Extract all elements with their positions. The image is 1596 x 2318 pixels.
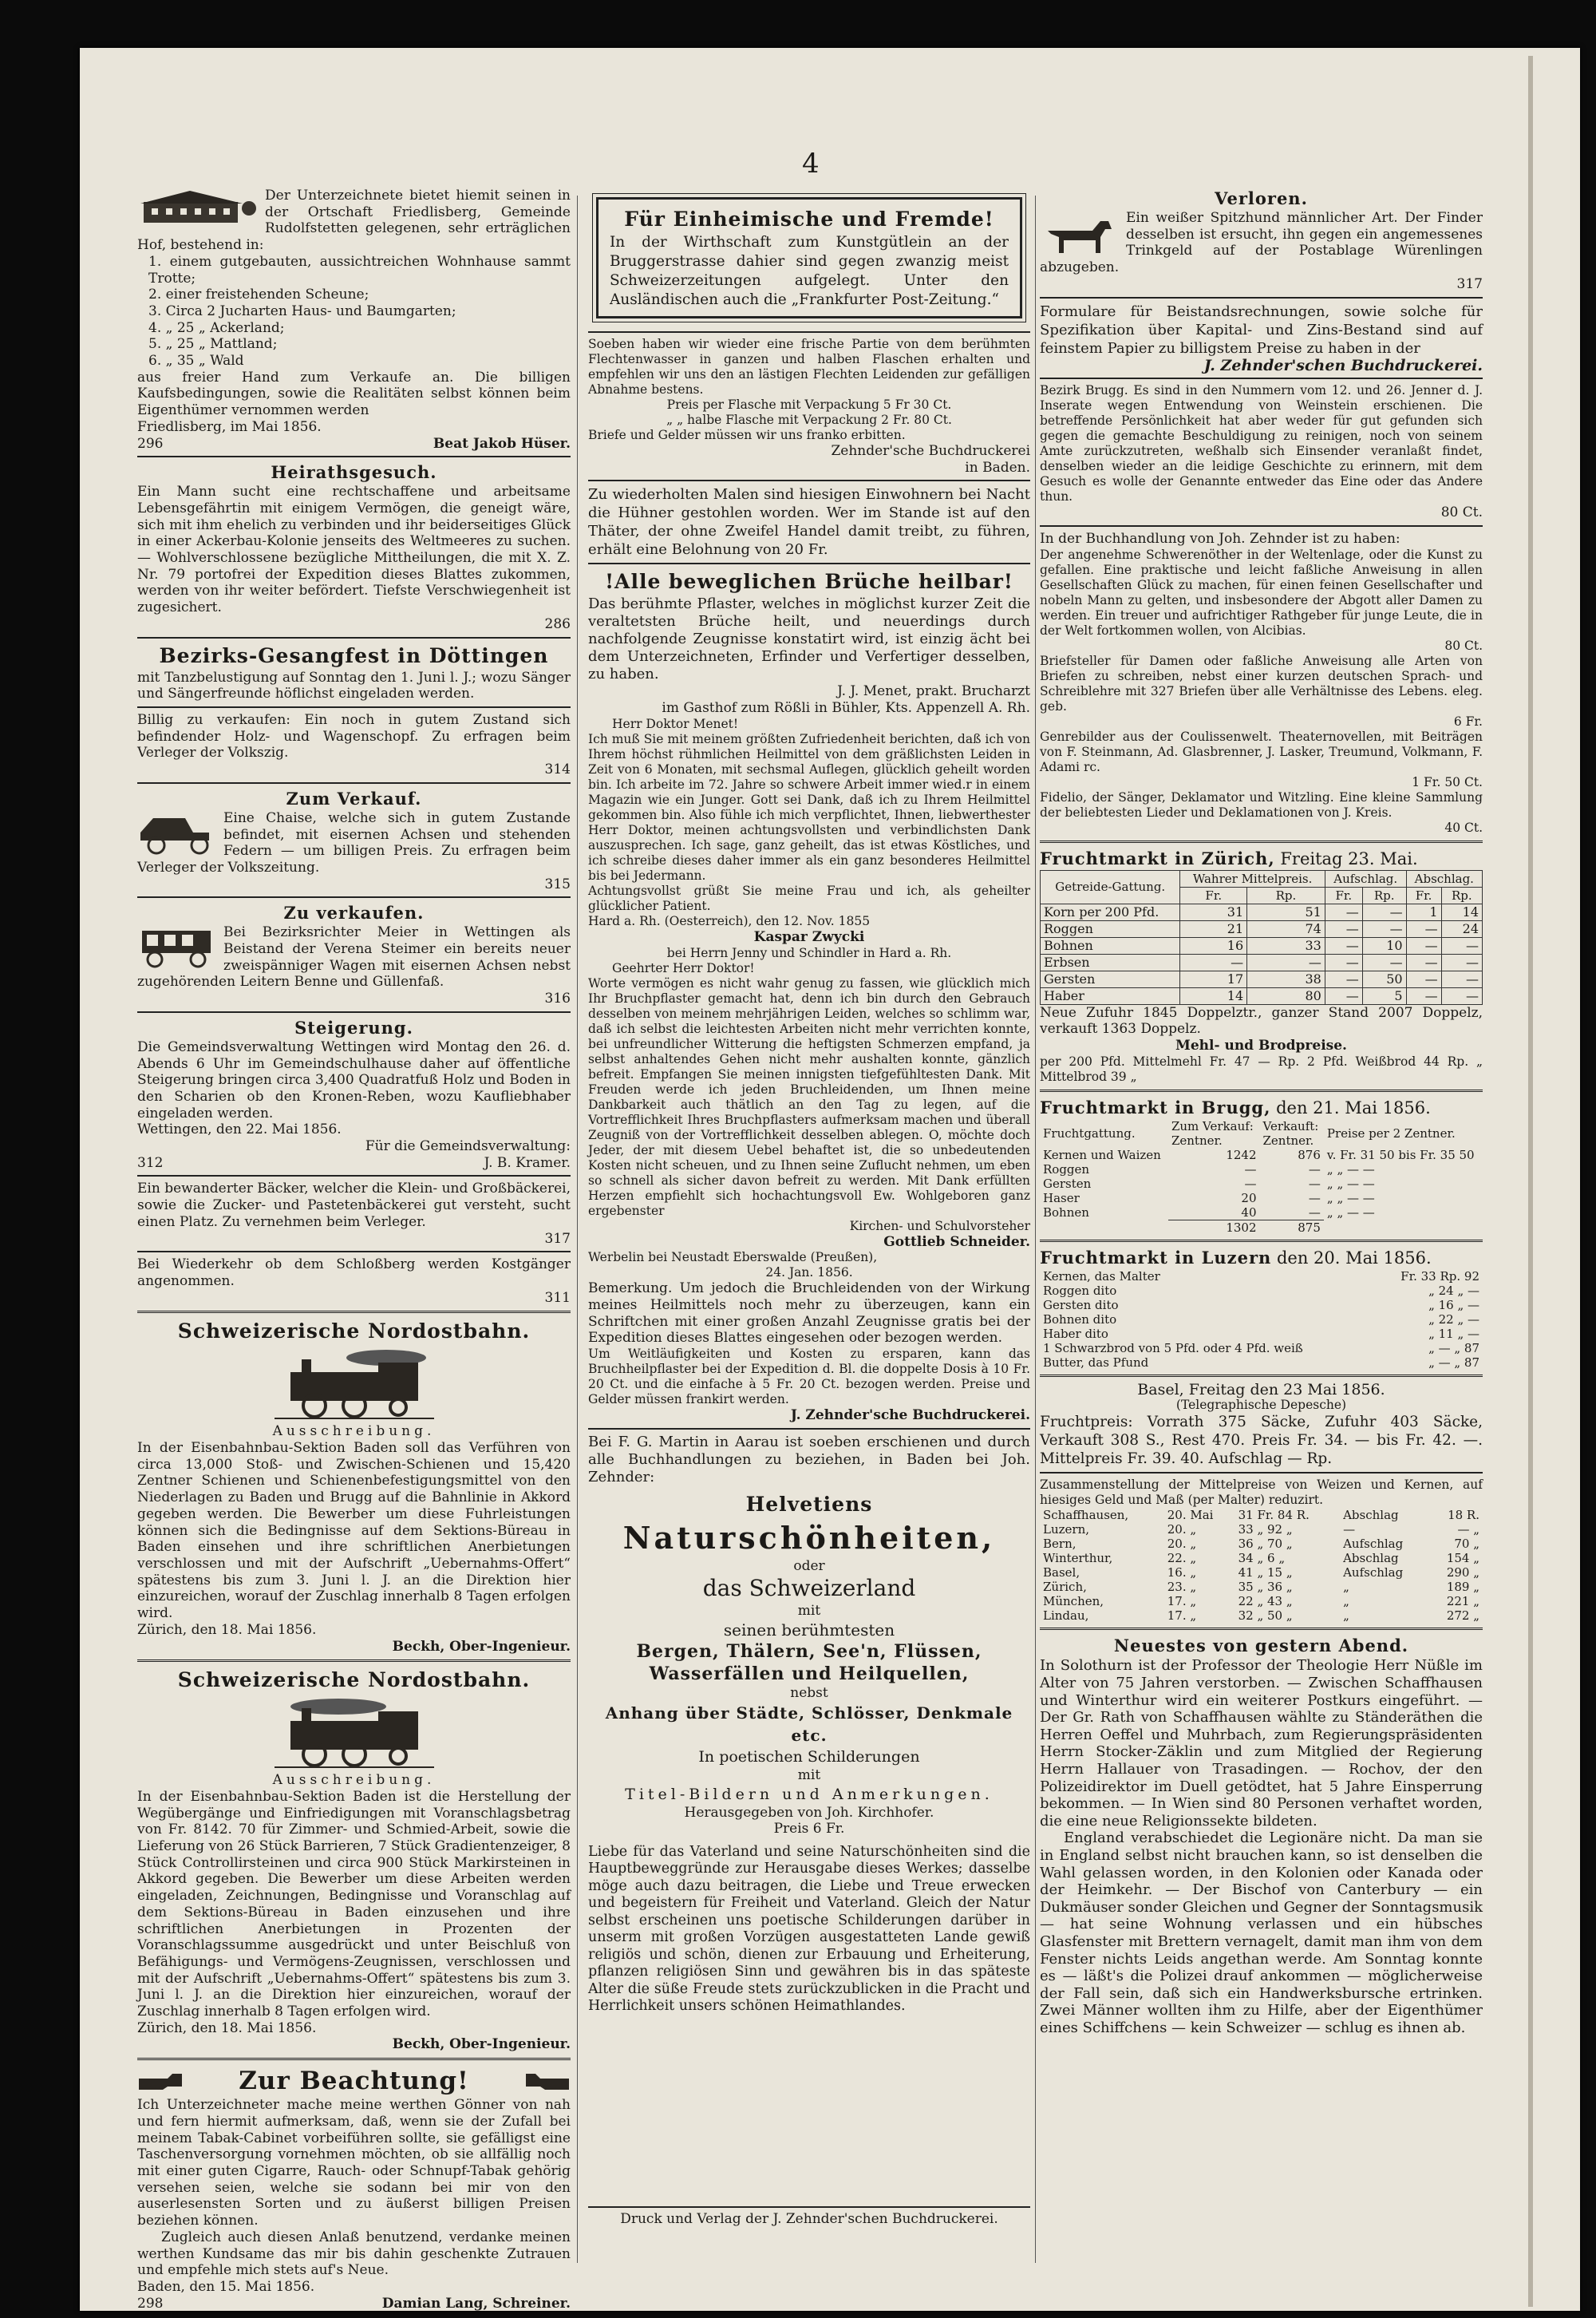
ad-billig: Billig zu verkaufen: Ein noch in gutem Zustand sich befindender Holz- und Wagenschopf. Zu erfragen beim Verleger der Volkszig. 314	[137, 711, 571, 778]
table-row: Lindau, 17. „ 32 „ 50 „ „ 272 „	[1043, 1608, 1479, 1624]
table-row: Korn per 200 Pfd. 31 51 — — 1 14	[1041, 904, 1483, 920]
column-middle	[588, 188, 1030, 2015]
ad-verloren: Verloren. Ein weißer Spitzhund männlicher Art. Der Finder desselben ist ersucht, ihn gegen ein angemessenes Trinkgeld auf der Postablage Würenlingen abzugeben. 317	[1040, 188, 1483, 292]
column-rule	[1035, 196, 1036, 2263]
market-table	[1040, 1508, 1483, 1623]
list-item: 4. „ 25 „ Ackerland;	[148, 319, 285, 336]
ad-buchhandlung: In der Buchhandlung von Joh. Zehnder ist zu haben: Der angenehme Schwerenöther in der Weltenlage, oder die Kunst zu gefallen. Eine praktische und leicht faßliche Anweisung in allen Gesellschaften Glück zu machen, für einen feinen Gesellschafter und nobeln Mann zu gelten, und insbesondere der Abgott aller Damen zu werden. Ein treuer und aufrichtiger Rathgeber für junge Leute, die in der Welt fortkommen wollen, von Alcibias. 80 Ct. Briefsteller für Damen oder faßliche Anweisung alle Arten von Briefen zu schreiben, nebst einer kurzen deutschen Sprach- und Schreiblehre mit 327 Briefen über alle Verhältnisse des Lebens. eleg. geb. 6 Fr. Genrebilder aus der Coulissenwelt. Theaternovellen, mit Beiträgen von F. Steinmann, Ad. Glasbrenner, J. Lasker, Treumund, Volkmann, F. Adami rc. 1 Fr. 50 Ct. Fidelio, der Sänger, Deklamator und Witzling. Eine kleine Sammlung der beliebtesten Lieder und Deklamationen von J. Kreis. 40 Ct.	[1040, 530, 1483, 835]
table-row: Luzern, 20. „ 33 „ 92 „ — — „	[1043, 1522, 1479, 1537]
market-zusammenstellung: Zusammenstellung der Mittelpreise von Weizen und Kernen, auf hiesiges Geld und Maß (per Malter) reduzirt. Schaffhausen, 20. Mai 31 Fr. 84 R. Abschlag 18 R. Luzern, 20. „ 33 „ 92 „ — — „ Bern, 20. „ 36 „ 70 „ Aufschlag 70 „ Winterthur, 22. „ 34 „ 6 „ Abschlag 154 „ Basel, 16. „ 41 „ 15 „ Aufschlag 290 „ Zürich, 23. „ 35 „ 36 „ „ 189 „ München, 17. „ 22 „ 43 „ „ 221 „ Lindau, 17. „ 32 „ 50 „ „ 272 „	[1040, 1477, 1483, 1624]
table-row: Gersten 17 38 — 50 — —	[1041, 971, 1483, 987]
list-item: 5. „ 25 „ Mattland;	[148, 336, 278, 353]
table-row: Roggen dito „ 24 „ —	[1043, 1283, 1479, 1298]
table-row: Haber dito „ 11 „ —	[1043, 1326, 1479, 1341]
market-table	[1040, 1269, 1483, 1370]
ad-zum-verkauf: Zum Verkauf. Eine Chaise, welche sich in gutem Zustande befindet, mit eisernen Achsen und stehenden Federn — um billigen Preis. Zu erfragen beim Verleger der Volkszeitung. 315	[137, 788, 571, 892]
column-rule	[577, 196, 578, 2263]
locomotive-icon	[267, 1348, 442, 1420]
table-row: Bohnen dito „ 22 „ —	[1043, 1311, 1479, 1327]
table-row: Bohnen 40 — „ „ — —	[1043, 1204, 1375, 1220]
ad-baecker: Ein bewanderter Bäcker, welcher die Klein- und Großbäckerei, sowie die Zucker- und Pastetenbäckerei gut versteht, sucht einen Platz. Zu vernehmen beim Verleger. 317	[137, 1181, 571, 1247]
ad-formulare: Formulare für Beistandsrechnungen, sowie solche für Spezifikation über Kapital- und Zins-Bestand sind auf feinstem Papier zu billigstem Preise zu haben in der J. Zehnder'schen Buchdruckerei.	[1040, 303, 1483, 374]
market-luzern: Fruchtmarkt in Luzern den 20. Mai 1856. Kernen, das Malter Fr. 33 Rp. 92 Roggen dito „ 24 „ — Gersten dito „ 16 „ — Bohnen dito „ 22 „ — Haber dito „ 11 „ — 1 Schwarzbrod von 5 Pfd. oder 4 Pfd. weiß „ — „ 87 Butter, das Pfund „ — „ 87	[1040, 1247, 1483, 1370]
table-row: Roggen 21 74 — — — 24	[1041, 920, 1483, 937]
list-item: 3. Circa 2 Jucharten Haus- und Baumgarten;	[148, 303, 456, 319]
market-table: Getreide-Gattung. Wahrer Mittelpreis. Aufschlag. Abschlag. Fr. Rp. Fr. Rp. Fr. Rp. Korn per 200 Pfd. 31 51 — — 1 14 Roggen 21 74 — — — 24 Bohnen 16 33 — 10 — — Erbsen — — — — — — Gersten 17 38 — 50 — — Haber 14 80 — 5 — —	[1040, 870, 1483, 1005]
table-row: Kernen und Waizen 1242 876 v. Fr. 31 50 bis Fr. 35 50	[1043, 1147, 1475, 1162]
ad-huehner: Zu wiederholten Malen sind hiesigen Einwohnern bei Nacht die Hühner gestohlen worden. Wer im Stande ist auf den Thäter, der ohne Zweifel Handel damit treibt, zu führen, erhält eine Belohnung von 20 Fr.	[588, 486, 1030, 559]
table-row: Bohnen 16 33 — 10 — —	[1041, 937, 1483, 954]
list-item: 1. einem gutgebauten, aussichtreichen Wohnhause sammt Trotte;	[148, 253, 571, 287]
table-row: Kernen, das Malter Fr. 33 Rp. 92	[1043, 1268, 1479, 1284]
farmhouse-icon	[137, 189, 257, 226]
table-row: 1302 875	[1040, 1220, 1483, 1235]
ad-nordostbahn-2: Schweizerische Nordostbahn. Ausschreibung. In der Eisenbahnbau-Sektion Baden ist die Herstellung der Wegübergänge und Einfriedigungen mit Voranschlagsbetrag von Fr. 8142. 70 für Zimmer- und Schmied-Arbeit, sowie die Lieferung von 26 Stück Barrieren, 7 Stück Gradientenzeiger, 8 Stück Controllirsteinen und circa 900 Stück Markirsteinen in Akkord gegeben. Die Bewerber um diese Arbeiten werden eingeladen, Zeichnungen, Bedingnisse und Voranschlag auf dem Sektions-Büreau in Baden einzusehen und ihre schriftlichen Anerbietungen in Prozenten der Voranschlagssumme ausgedrückt und unter Beischluß von Befähigungs- und Vermögens-Zeugnissen, verschlossen und mit der Aufschrift „Uebernahms-Offert“ spätestens bis zum 3. Juni l. J. an die Direktion hier einzureichen, worauf der Zuschlag innerhalb 8 Tagen erfolgen wird. Zürich, den 18. Mai 1856. Beckh, Ober-Ingenieur.	[137, 1668, 571, 2053]
pointing-hand-icon	[137, 2069, 185, 2093]
table-row: Roggen — — „ „ — —	[1043, 1161, 1375, 1177]
ad-fremde: Für Einheimische und Fremde! In der Wirthschaft zum Kunstgütlein an der Bruggerstrasse dahier sind gegen zwanzig meist Schweizerzeitungen aufgelegt. Unter den Ausländischen auch die „Frankfurter Post-Zeitung.“	[596, 197, 1022, 318]
news-neuestes: Neuestes von gestern Abend. In Solothurn ist der Professor der Theologie Herr Nüßle im Alter von 75 Jahren verstorben. — Zwischen Schaffhausen und Winterthur wird ein weiterer Postkurs eingeführt. — Der Gr. Rath von Schaffhausen wählte zu Ständeräthen die Herren Oeffel und Muhrbach, zum Regierungspräsidenten Herrn Stocker-Zäklin und zum Mitglied der Regierung Herrn Hallauer von Trasadingen. — Rochov, der den Polizeidirektor im Duell getödtet, hat 5 Jahre Einsperrung bekommen. — In Wien sind 80 Personen verhaftet worden, die eine neue Religionssekte bildeten. England verabschiedet die Legionäre nicht. Da man sie in England selbst nicht brauchen kann, so ist denselben die Wahl gelassen worden, in den Kolonien oder Kanada oder der Heimkehr. — Der Bischof von Canterbury — ein Dukmäuser sonder Gleichen und Gegner der Sonntagsmusik — hat seine Wohnung verlassen und ein hübsches Glasfenster mit Brettern vernagelt, damit man ihm von dem Fenster nichts Leids angethan werde. Am Sonntag konnte es — läßt's die Polizei drauf ankommen — möglicherweise der Fall sein, daß sich ein Handwerksbursche ertrinken. Zwei Männer wollten ihm zu Hilfe, aber der Eigenthümer eines Schiffchens — kein Schweizer — schlug es ihnen ab.	[1040, 1636, 1483, 2036]
table-row: München, 17. „ 22 „ 43 „ „ 221 „	[1043, 1594, 1479, 1609]
locomotive-icon	[267, 1697, 442, 1769]
ad-nordostbahn-1: Schweizerische Nordostbahn. Ausschreibung. In der Eisenbahnbau-Sektion Baden soll das Verführen von circa 13,000 Stoß- und Zwischen-Schienen und 15,420 Zentner Schienen und Schienenbefestigungsmittel von den Niederlagen zu Baden und Brugg auf die Bahnlinie in Akkord gegeben werden. Die Bewerber um diese Fuhrleistungen können sich die Bedingnisse auf dem Sektions-Büreau in Baden einsehen und ihre schriftlichen Anerbietungen verschlossen und mit der Aufschrift „Uebernahms-Offert“ spätestens bis zum 3. Juni l. J. an die Direktion hier einzureichen, worauf der Zuschlag innerhalb 8 Tagen erfolgen wird. Zürich, den 18. Mai 1856. Beckh, Ober-Ingenieur.	[137, 1319, 571, 1655]
table-row: Erbsen — — — — — —	[1041, 954, 1483, 971]
carriage-icon	[137, 810, 217, 855]
market-zuerich: Fruchtmarkt in Zürich, Freitag 23. Mai. Getreide-Gattung. Wahrer Mittelpreis. Aufschlag. Abschlag. Fr. Rp. Fr. Rp. Fr. Rp. Korn per 200 Pfd. 31 51 — — 1 14 Roggen 21 74 — — — 24 Bohnen 16 33 — 10 — — Erbsen — — — — — — Gersten 17 38 — 50 — — Haber 14 80 — 5 — — Neue Zufuhr 1845 Doppelztr., ganzer Stand 2007 Doppelz, verkauft 1363 Doppelz. Mehl- und Brodpreise. per 200 Pfd. Mittelmehl Fr. 47 — Rp. 2 Pfd. Weißbrod 44 Rp. „ Mittelbrod 39 „	[1040, 848, 1483, 1084]
ad-gesangfest: Bezirks-Gesangfest in Döttingen mit Tanzbelustigung auf Sonntag den 1. Juni l. J.; wozu Sänger und Sängerfreunde höflichst eingeladen werden.	[137, 643, 571, 702]
footer-imprint: Druck und Verlag der J. Zehnder'schen Buchdruckerei.	[620, 2211, 998, 2227]
market-brugg: Fruchtmarkt in Brugg, den 21. Mai 1856. Fruchtgattung. Zum Verkauf: Zentner. Verkauft: Zentner. Preise per 2 Zentner. Kernen und Waizen 1242 876 v. Fr. 31 50 bis Fr. 35 50 Roggen — — „ „ — — Gersten — — „ „ — — Haser 20 — „ „ — — Bohnen 40 — „ „ — — 1302 875	[1040, 1097, 1483, 1235]
table-row: Basel, 16. „ 41 „ 15 „ Aufschlag 290 „	[1043, 1565, 1479, 1580]
table-row: Haber 14 80 — 5 — —	[1041, 987, 1483, 1004]
ad-brueche: !Alle beweglichen Brüche heilbar! Das berühmte Pflaster, welches in möglichst kurzer Zeit die veraltetsten Brüche heilt, und neuerdings durch nachfolgende Zeugnisse konstatirt wird, ist einzig ächt bei dem Unterzeichneten, Erfinder und Verfertiger desselben, zu haben. J. J. Menet, prakt. Brucharzt im Gasthof zum Rößli in Bühler, Kts. Appenzell A. Rh. Herr Doktor Menet! Ich muß Sie mit meinem größten Zufriedenheit berichten, daß ich von Ihrem höchst rühmlichen Heilmittel von dem gräßlichsten Leiden in Zeit von 6 Monaten, mit sechsmal Auflegen, glücklich geheilt worden bin. Ich arbeite im 72. Jahre so schwere Arbeit immer wied.r in einem Magazin wie ein Junger. Gott sei Dank, daß ich zu Ihrem Heilmittel gekommen bin. Also fühle ich mich verpflichtet, Ihnen, liebwerthester Herr Doktor, meinen achtungsvollsten und verbindlichsten Dank auszusprechen. Ich sage, ganz geheilt, das ist etwas Köstliches, und ich schreibe dieses daher immer als ein ganz besonderes Heilmittel bis bei Jedermann. Achtungsvollst grüßt Sie meine Frau und ich, als geheilter glücklicher Patient. Hard a. Rh. (Oesterreich), den 12. Nov. 1855 Kaspar Zwycki bei Herrn Jenny und Schindler in Hard a. Rh. Geehrter Herr Doktor! Worte vermögen es nicht wahr genug zu fassen, wie glücklich mich Ihr Bruchpflaster gemacht hat, denn ich bin durch den Gebrauch desselben von meinem mehrjährigen Leiden, welches so schlimm war, daß ich selbst die leichtesten Arbeiten nicht mehr verrichten konnte, bei unfreundlicher Witterung die heftigsten Schmerzen empfand, ja selbst anhaltendes Gehen nicht mehr aushalten konnte, gänzlich befreit. Empfangen Sie meinen innigsten tiefgefühltesten Dank. Mit Freuden werde ich jeden Bruchleidenden, um Ihnen meine Dankbarkeit auch thätlich an den Tag zu legen, auf die Vortrefflichkeit Ihres Bruchpflasters aufmerksam machen und überall Zeugniß von der Vortrefflichkeit desselben ablegen. O, möchte doch Jeder, der mit diesem Uebel behaftet ist, die so unbedeutenden Kosten nicht scheuen, und zu Ihnen seine Zuflucht nehmen, um eben so schnell als sicher davon befreit zu werden. Mit Dank erfüllten Herzen empfiehlt sich hochachtungsvoll Ew. Wohlgeboren ganz ergebenster Kirchen- und Schulvorsteher Gottlieb Schneider. Werbelin bei Neustadt Eberswalde (Preußen), 24. Jan. 1856. Bemerkung. Um jedoch die Bruchleidenden von der Wirkung meines Heilmittels noch mehr zu überzeugen, kann ein Schriftchen mit einer großen Anzahl Zeugnisse gratis bei der Expedition dieses Blattes eingesehen oder bezogen werden. Um Weitläufigkeiten und Kosten zu ersparen, kann das Bruchheilpflaster bei der Expedition d. Bl. die doppelte Dosis à 10 Fr. 20 Ct. und die einfache à 5 Fr. 20 Ct. bezogen werden. Preise und Gelder müssen frankirt werden. J. Zehnder'sche Buchdruckerei.	[588, 570, 1030, 1424]
table-row: Gersten dito „ 16 „ —	[1043, 1297, 1479, 1312]
market-table: Fruchtgattung. Zum Verkauf: Zentner. Verkauft: Zentner. Preise per 2 Zentner. Kernen und Waizen 1242 876 v. Fr. 31 50 bis Fr. 35 50 Roggen — — „ „ — — Gersten — — „ „ — — Haser 20 — „ „ — — Bohnen 40 — „ „ — — 1302 875	[1040, 1119, 1483, 1235]
ad-zu-verkaufen: Zu verkaufen. Bei Bezirksrichter Meier in Wettingen als Beistand der Verena Steimer ein bereits neuer zweispänniger Wagen mit eisernen Achsen nebst zugehörenden Leitern Benne und Güllenfaß. 316	[137, 903, 571, 1007]
pointing-hand-icon	[523, 2069, 571, 2093]
column-left	[137, 188, 571, 2312]
list-item: 2. einer freistehenden Scheune;	[148, 287, 369, 303]
column-right	[1040, 188, 1483, 2037]
table-row: Haser 20 — „ „ — —	[1043, 1190, 1375, 1205]
dog-icon	[1040, 210, 1120, 258]
table-row: 1 Schwarzbrod von 5 Pfd. oder 4 Pfd. weiß „ — „ 87	[1043, 1340, 1479, 1355]
ad-flechtenwasser: Soeben haben wir wieder eine frische Partie von dem berühmten Flechtenwasser in ganzen und halben Flaschen erhalten und empfehlen wir uns den an lästigen Flechten Leidenden zur gefälligen Abnahme bestens. Preis per Flasche mit Verpackung 5 Fr 30 Ct. „ „ halbe Flasche mit Verpackung 2 Fr. 80 Ct. Briefe und Gelder müssen wir uns franko erbitten. Zehnder'sche Buchdruckerei in Baden.	[588, 337, 1030, 476]
ad-steigerung: Steigerung. Die Gemeindsverwaltung Wettingen wird Montag den 26. d. Abends 6 Uhr im Gemeindschulhause daher auf öffentliche Steigerung bringen circa 3,400 Quadratfuß Holz und Boden in den Scharien ob den Kronen-Reben, wozu Kaufliebhaber eingeladen werden. Wettingen, den 22. Mai 1856. Für die Gemeindsverwaltung: 312 J. B. Kramer.	[137, 1017, 571, 1171]
list-item: 6. „ 35 „ Wald	[148, 353, 244, 370]
ad-beachtung: Zur Beachtung! Ich Unterzeichneter mache meine werthen Gönner von nah und fern hiermit aufmerksam, daß, wenn sie der Zufall bei meinem Tabak-Cabinet vorbeiführen sollte, sie gefälligst eine Taschenversorgung vornehmen möchten, ob sie allfällig noch mit einer guten Cigarre, Rauch- oder Schnupf-Tabak gehörig versehen seien, welche sie sodann bei mir von den auserlesensten Sorten und zu äußerst billigen Preisen beziehen können. Zugleich auch diesen Anlaß benutzend, verdanke meinen werthen Kundsame das mir bis dahin geschenkte Zutrauen und empfehle mich stets auf's Neue. Baden, den 15. Mai 1856. 298 Damian Lang, Schreiner.	[137, 2067, 571, 2312]
table-row: Schaffhausen, 20. Mai 31 Fr. 84 R. Abschlag 18 R.	[1043, 1508, 1479, 1523]
ad-bezirk-brugg: Bezirk Brugg. Es sind in den Nummern vom 12. und 26. Jenner d. J. Inserate wegen Entwendung von Weinstein erschienen. Die betreffende Persönlichkeit hat aber weder für gut gefunden sich gegen die gemachte Beschuldigung zu reinigen, noch von seinem Amte zurückzutreten, weßhalb sich Einsender veranlaßt findet, denselben wieder an die leidige Geschichte zu erinnern, mit dem Gesuch es wolle der Genannte entweder das Eine oder das Andere thun. 80 Ct.	[1040, 383, 1483, 521]
ad-heirat: Heirathsgesuch. Ein Mann sucht eine rechtschaffene und arbeitsame Lebensgefährtin mit einigem Vermögen, die geneigt wäre, sich mit ihm ehelich zu verbinden und ihr beiderseitiges Glück in einer Ackerbau-Kolonie jenseits des Weltmeeres zu suchen. — Wohlverschlossene bezügliche Mittheilungen, die mit X. Z. Nr. 79 portofrei der Expedition dieses Blattes zukommen, werden von ihr weiter befördert. Tiefste Verschwiegenheit ist zugesichert. 286	[137, 462, 571, 632]
market-basel: Basel, Freitag den 23 Mai 1856. (Telegraphische Depesche) Fruchtpreis: Vorrath 375 Säcke, Zufuhr 403 Säcke, Verkauft 308 S., Rest 470. Preis Fr. 34. — bis Fr. 42. —. Mittelpreis Fr. 39. 40. Aufschlag — Rp.	[1040, 1380, 1483, 1468]
table-row: Bern, 20. „ 36 „ 70 „ Aufschlag 70 „	[1043, 1537, 1479, 1552]
ad-helvetiens: Bei F. G. Martin in Aarau ist soeben erschienen und durch alle Buchhandlungen zu beziehen, in Baden bei Joh. Zehnder: Helvetiens Naturschönheiten, oder das Schweizerland mit seinen berühmtesten Bergen, Thälern, See'n, Flüssen, Wasserfällen und Heilquellen, nebst Anhang über Städte, Schlösser, Denkmale etc. In poetischen Schilderungen mit Titel-Bildern und Anmerkungen. Herausgegeben von Joh. Kirchhofer. Preis 6 Fr. Liebe für das Vaterland und seine Naturschönheiten sind die Hauptbeweggründe zur Herausgabe dieses Werkes; dasselbe möge auch dazu beitragen, die Liebe und Treue erwecken und begeistern für Freiheit und Vaterland. Gleich der Natur selbst erscheinen uns poetische Schilderungen darüber in unserm mit großen Vorzügen ausgestatteten Lande gewiß religiös und schön, dienen zur Erbauung und Erheiterung, pflanzen religiösen Sinn und gewähren bis in das späteste Alter die süße Freude stets zurückzublicken in die Pracht und Herrlichkeit unsers schönen Heimathlandes.	[588, 1433, 1030, 2015]
wagon-icon	[137, 924, 217, 969]
page-number: 4	[802, 148, 820, 180]
table-row: Gersten — — „ „ — —	[1043, 1176, 1375, 1191]
ad-kostgang: Bei Wiederkehr ob dem Schloßberg werden Kostgänger angenommen. 311	[137, 1256, 571, 1306]
table-row: Zürich, 23. „ 35 „ 36 „ „ 189 „	[1043, 1580, 1479, 1595]
ad-hof: Der Unterzeichnete bietet hiemit seinen in der Ortschaft Friedlisberg, Gemeinde Rudolfstetten gelegenen, sehr erträglichen Hof, bestehend in: 1. einem gutgebauten, aussichtreichen Wohnhause sammt Trotte; 2. einer freistehenden Scheune; 3. Circa 2 Jucharten Haus- und Baumgarten; 4. „ 25 „ Ackerland; 5. „ 25 „ Mattland; 6. „ 35 „ Wald aus freier Hand zum Verkaufe an. Die billigen Kaufsbedingungen, sowie die Realitäten selbst können beim Eigenthümer vernommen werden Friedlisberg, im Mai 1856. 296 Beat Jakob Hüser.	[137, 188, 571, 452]
footer-rule	[588, 2206, 1030, 2208]
table-row: Winterthur, 22. „ 34 „ 6 „ Abschlag 154 „	[1043, 1551, 1479, 1566]
table-row: Butter, das Pfund „ — „ 87	[1043, 1355, 1479, 1370]
page-fold	[1528, 56, 1533, 2307]
